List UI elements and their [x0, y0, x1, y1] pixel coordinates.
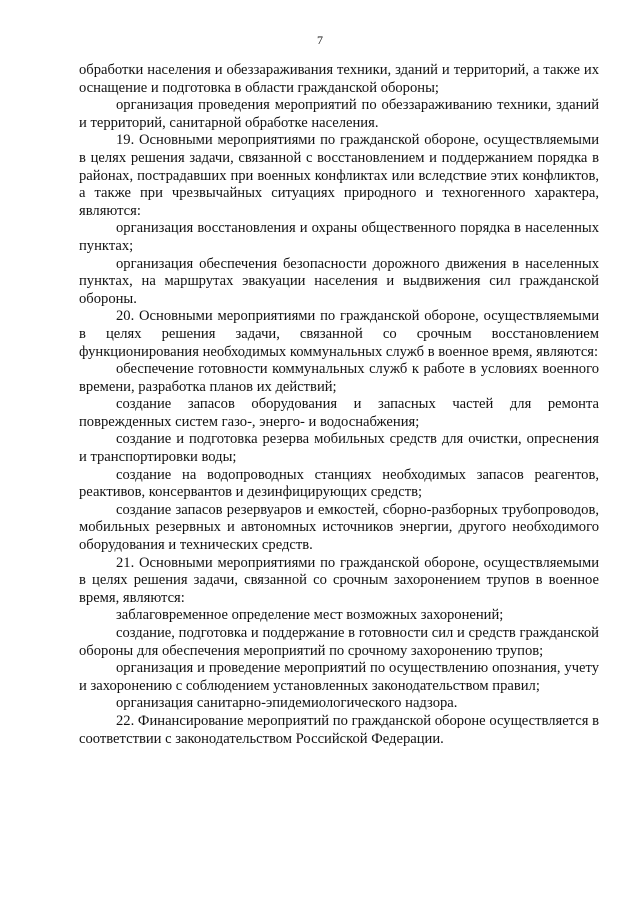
- paragraph-5: организация обеспечения безопасности дорожного движения в населенных пунктах, на маршрутах эвакуации населения и выдвижения сил гражданской обороны.: [79, 255, 599, 307]
- paragraph-8: создание запасов оборудования и запасных частей для ремонта поврежденных систем газо-, энерго- и водоснабжения;: [79, 396, 599, 430]
- paragraph-15: организация и проведение мероприятий по осуществлению опознания, учету и захоронению с соблюдением установленных законодательством правил;: [79, 660, 599, 694]
- document-body: [79, 62, 599, 748]
- paragraph-13: заблаговременное определение мест возможных захоронений;: [116, 607, 504, 624]
- paragraph-11: создание запасов резервуаров и емкостей, сборно-разборных трубопроводов, мобильных резервных и автономных источников энергии, другого необходимого оборудования и технических средств.: [79, 501, 599, 554]
- paragraph-6: 20. Основными мероприятиями по гражданской обороне, осуществляемыми в целях решения задачи, связанной со срочным восстановлением функционирования необходимых коммунальных служб в военное время, являются:: [79, 308, 599, 360]
- page-number: 7: [317, 33, 323, 47]
- paragraph-1: обработки населения и обеззараживания техники, зданий и территорий, а также их оснащение и подготовка в области гражданской обороны;: [79, 62, 599, 96]
- paragraph-17: 22. Финансирование мероприятий по гражданской обороне осуществляется в соответствии с законодательством Российской Федерации.: [79, 712, 599, 747]
- paragraph-2: организация проведения мероприятий по обеззараживанию техники, зданий и территорий, санитарной обработке населения.: [79, 97, 599, 131]
- paragraph-16: организация санитарно-эпидемиологического надзора.: [116, 695, 458, 712]
- paragraph-7: обеспечение готовности коммунальных служб к работе в условиях военного времени, разработка планов их действий;: [79, 361, 599, 395]
- paragraph-4: организация восстановления и охраны общественного порядка в населенных пунктах;: [79, 220, 599, 254]
- paragraph-14: создание, подготовка и поддержание в готовности сил и средств гражданской обороны для обеспечения мероприятий по срочному захоронению трупов;: [79, 625, 599, 659]
- paragraph-12: 21. Основными мероприятиями по гражданской обороне, осуществляемыми в целях решения задачи, связанной со срочным захоронением трупов в военное время, являются:: [79, 554, 599, 606]
- paragraph-9: создание и подготовка резерва мобильных средств для очистки, опреснения и транспортировки воды;: [79, 431, 599, 466]
- paragraph-3: 19. Основными мероприятиями по гражданской обороне, осуществляемыми в целях решения задачи, связанной с восстановлением и поддержанием порядка в районах, пострадавших при военных конфликтах или вследствие этих конфликтов, а также при чрезвычайных ситуациях природного и техногенного характера, являются:: [79, 132, 599, 219]
- paragraph-10: создание на водопроводных станциях необходимых запасов реагентов, реактивов, консервантов и дезинфицирующих средств;: [79, 466, 599, 501]
